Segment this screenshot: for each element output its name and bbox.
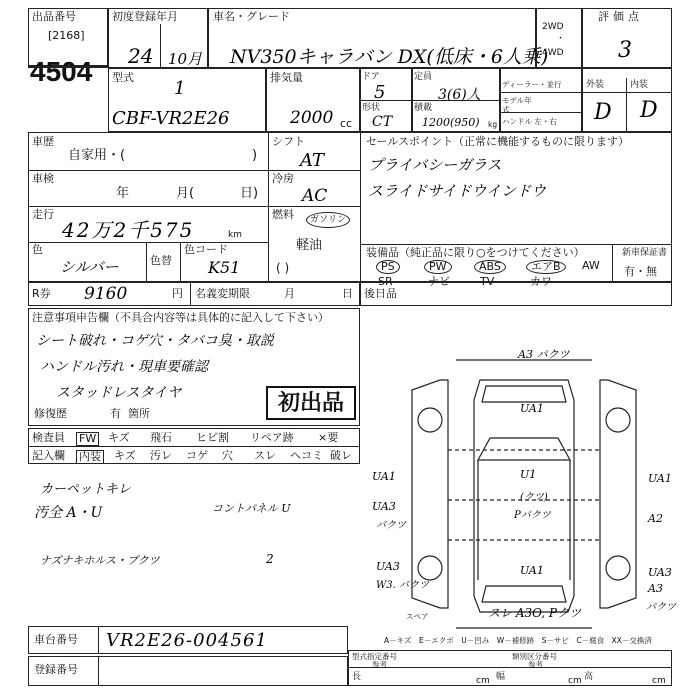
remark-3: コントパネル U <box>212 502 291 515</box>
deadline-day: 日 <box>342 287 353 300</box>
color-code-value: K51 <box>208 258 241 277</box>
divider <box>360 244 672 245</box>
divider <box>348 667 672 668</box>
load-unit: kg <box>488 120 498 129</box>
mark-mid: UA1 <box>520 402 544 415</box>
first-reg-month: 10月 <box>168 50 203 68</box>
lot-number: 4504 <box>30 56 93 87</box>
windshield <box>478 438 570 460</box>
inspect-label: 車検 <box>32 172 54 185</box>
equip-navi: ナビ <box>428 275 450 288</box>
color-change-label: 色替 <box>150 254 172 267</box>
ac-label: 冷房 <box>272 172 294 185</box>
repair-label: 修復歴 <box>34 407 67 420</box>
mark-left-4: UA3 <box>376 560 400 573</box>
length-label: 長 <box>352 672 362 682</box>
mark-center-3: Pパクツ <box>514 510 551 521</box>
mark-left-2: UA3 <box>372 500 396 513</box>
color-label: 色 <box>32 243 43 256</box>
model-label: 型式 <box>112 71 134 84</box>
equipment-label: 装備品（純正品に限り○をつけてください） <box>366 246 585 259</box>
first-listing-stamp: 初出品 <box>266 386 356 420</box>
equip-airbag: エアB <box>526 260 566 274</box>
mark-center-1: U1 <box>520 468 537 481</box>
mark-top: A3 パクツ <box>518 348 570 361</box>
inspect-day: 日) <box>240 186 259 201</box>
equip-leather: カワ <box>530 275 552 288</box>
inspector-repair: リペア跡 <box>250 431 294 444</box>
remark-1: カーペットキレ <box>40 482 131 497</box>
mileage-unit: km <box>228 230 242 240</box>
lot-number-label: 出品番号 <box>32 10 76 23</box>
interior-value: D <box>640 98 658 123</box>
length-unit: cm <box>476 676 490 686</box>
history-value: 自家用・( <box>68 148 126 163</box>
height-label: 高 <box>584 672 594 682</box>
height-unit: cm <box>652 676 666 686</box>
exterior-label: 外装 <box>586 80 605 90</box>
repair-value: 有 <box>110 407 121 420</box>
drive-dot: ・ <box>556 34 566 44</box>
divider <box>146 242 147 282</box>
divider <box>98 656 99 686</box>
remark-mark: 2 <box>266 552 274 566</box>
inspect-month: 月( <box>176 186 195 201</box>
displacement-value: 2000 <box>290 108 334 128</box>
name-value: NV350キャラバン DX(低床・6人乗) <box>230 46 549 68</box>
car-right-side <box>600 380 636 608</box>
divider <box>500 92 582 93</box>
notes-line-1: シート破れ・コゲ穴・タバコ臭・取説 <box>36 333 274 349</box>
doors-label: ドア <box>362 72 380 82</box>
mark-center-2: (クツ) <box>520 492 548 503</box>
inspector-interior: 内装 <box>76 450 104 464</box>
name-label: 車名・グレード <box>213 10 290 23</box>
inspector-crack: ヒビ割 <box>196 431 229 444</box>
equip-aw: AW <box>582 259 600 272</box>
class-label: 類別区分番号 <box>512 652 557 661</box>
first-reg-year: 24 <box>128 44 154 68</box>
load-label: 積載 <box>414 103 433 113</box>
shape-value: CT <box>372 114 393 130</box>
divider <box>268 170 360 171</box>
divider <box>612 244 613 282</box>
history-label: 車歴 <box>32 135 54 148</box>
fuel-gasoline: ガソリン <box>306 212 350 228</box>
capacity-label: 定員 <box>414 72 433 82</box>
divider <box>28 446 360 447</box>
grade-value: 3 <box>618 38 632 63</box>
width-label: 幅 <box>496 672 506 682</box>
equip-ps: PS <box>376 260 400 274</box>
equip-tv: TV <box>480 275 495 288</box>
mark-left-5: W3. パクツ <box>376 580 429 591</box>
mark-right-3: UA3 <box>648 566 672 579</box>
remark-2: 汚全 A・U <box>34 505 103 521</box>
equip-abs: ABS <box>474 260 506 274</box>
left-front-wheel <box>418 408 442 432</box>
car-left-side <box>412 380 448 608</box>
int-burn: コゲ <box>186 449 208 462</box>
mark-right-2: A2 <box>648 512 663 525</box>
width-unit: cm <box>568 676 582 686</box>
shift-label: シフト <box>272 135 305 148</box>
load-value: 1200(950) <box>422 116 480 129</box>
fuel-label: 燃料 <box>272 208 294 221</box>
ref-1: 参考 <box>372 660 387 669</box>
capacity-value: 3(6)人 <box>438 87 481 103</box>
chassis-value: VR2E26-004561 <box>106 630 268 651</box>
mileage-value: 42万2千575 <box>62 218 195 242</box>
selling-point-1: プライバシーガラス <box>368 156 502 174</box>
registration-label: 登録番号 <box>34 663 78 676</box>
notes-line-3: スタッドレスタイヤ <box>56 385 182 401</box>
divider <box>180 242 181 282</box>
shape-label: 形状 <box>362 103 381 113</box>
displacement-unit: cc <box>340 117 353 130</box>
damage-legend: A－キズ E－エクボ U－凹み W－補修跡 S－サビ C－腐食 XX－交換済 <box>384 636 652 645</box>
drive-2wd: 2WD <box>542 22 564 32</box>
chassis-label: 車台番号 <box>34 633 78 646</box>
int-hole: 穴 <box>222 449 233 462</box>
notes-label: 注意事項申告欄（不具合内容等は具体的に記入して下さい） <box>32 311 329 324</box>
right-front-wheel <box>606 408 630 432</box>
mileage-label: 走行 <box>32 208 54 221</box>
divider <box>190 282 191 306</box>
repair-suffix: 箇所 <box>128 407 150 420</box>
divider <box>268 206 360 207</box>
selling-label: セールスポイント（正常に機能するものに限ります） <box>366 135 630 148</box>
mark-left-1: UA1 <box>372 470 396 483</box>
recycle-label: R券 <box>32 287 51 300</box>
front-bumper <box>482 386 566 402</box>
mark-right-1: UA1 <box>648 472 672 485</box>
int-tear: 破レ <box>330 449 352 462</box>
type-label: 型式指定番号 <box>352 652 397 661</box>
fuel-other: ( ) <box>276 261 290 275</box>
inspector-fw: FW <box>76 432 99 446</box>
color-value: シルバー <box>60 258 119 276</box>
remark-4: ナズナキホルス・プクツ <box>40 554 160 567</box>
deadline-month: 月 <box>284 287 295 300</box>
fuel-diesel: 軽油 <box>296 238 323 253</box>
mark-right-4: A3 <box>648 582 663 595</box>
divider <box>160 24 161 68</box>
divider <box>28 242 268 243</box>
model-year-label: モデル年式 <box>502 96 532 114</box>
ref-2: 参考 <box>528 660 543 669</box>
exterior-value: D <box>594 100 612 125</box>
displacement-label: 排気量 <box>270 71 303 84</box>
lot-code: [2168] <box>48 29 85 42</box>
divider <box>582 92 672 93</box>
history-close: ) <box>252 148 258 163</box>
color-code-label: 色コード <box>184 243 228 256</box>
model-tick: 1 <box>174 78 186 99</box>
inspector-entry-label: 記入欄 <box>32 449 65 462</box>
divider <box>500 112 582 113</box>
divider <box>28 206 268 207</box>
right-rear-wheel <box>606 556 630 580</box>
spare-label: スペア <box>406 612 429 621</box>
inspector-label: 検査員 <box>32 431 65 444</box>
int-dent: ヘコミ <box>290 449 323 462</box>
mark-lower-center: UA1 <box>520 564 544 577</box>
inspect-year: 年 <box>116 186 130 201</box>
equip-sr: SR <box>378 275 393 288</box>
model-value: CBF-VR2E26 <box>112 108 230 129</box>
rear-box <box>360 282 672 306</box>
rear-label: 後日品 <box>364 287 397 300</box>
drive-4wd: 4WD <box>542 48 564 58</box>
recycle-value: 9160 <box>84 284 128 304</box>
int-dirt: 汚レ <box>150 449 172 462</box>
mark-left-3: パクツ <box>376 520 406 531</box>
mark-bottom: スレ A3O, Pクツ <box>488 606 581 620</box>
deadline-label: 名義変期限 <box>195 287 250 300</box>
inspector-scratch: キズ <box>108 431 130 444</box>
divider <box>268 132 269 282</box>
int-scratch: キズ <box>114 449 136 462</box>
ac-value: AC <box>302 186 328 206</box>
divider <box>28 170 268 171</box>
handle-label: ハンドル 左・右 <box>502 117 557 126</box>
divider <box>28 66 108 68</box>
selling-point-2: スライドサイドウインドウ <box>368 182 547 200</box>
warranty-label: 新車保証書 <box>622 248 668 258</box>
mark-right-5: パクツ <box>646 602 676 613</box>
inspector-chip: 飛石 <box>150 431 172 444</box>
recycle-unit: 円 <box>172 287 183 300</box>
interior-label: 内装 <box>630 80 649 90</box>
first-reg-label: 初度登録年月 <box>112 10 178 23</box>
dealer-label: ディーラー・並行 <box>502 80 562 89</box>
warranty-value: 有・無 <box>624 265 657 278</box>
notes-line-2: ハンドル汚れ・現車要確認 <box>40 359 208 375</box>
rear-bumper <box>482 586 566 602</box>
inspector-needs: ×要 <box>318 431 339 444</box>
doors-value: 5 <box>374 82 386 103</box>
equip-pw: PW <box>424 260 452 274</box>
shift-value: AT <box>300 150 325 171</box>
divider <box>360 132 361 282</box>
int-wear: スレ <box>254 449 276 462</box>
divider <box>98 626 99 654</box>
divider <box>626 78 627 132</box>
recycle-box <box>28 282 360 306</box>
grade-label: 評価点 <box>598 10 643 23</box>
